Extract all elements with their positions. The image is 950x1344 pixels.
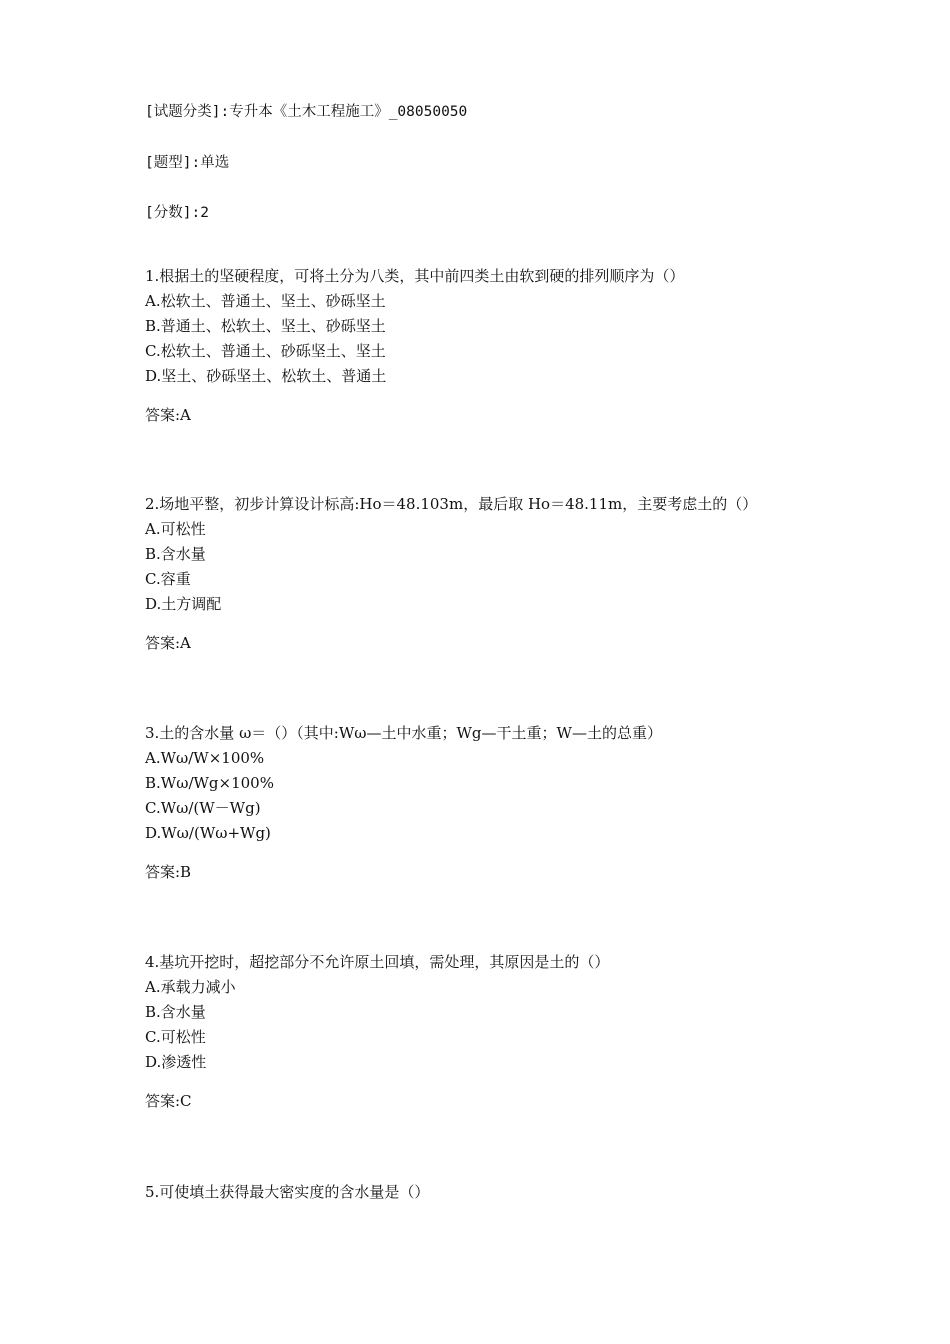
option-d: D.Wω/(Wω+Wg)	[145, 824, 271, 842]
option-d: D.渗透性	[145, 1053, 207, 1071]
option-a: A.松软土、普通土、坚土、砂砾坚土	[145, 292, 386, 310]
question-stem: 2.场地平整，初步计算设计标高:Ho＝48.103m，最后取 Ho＝48.11m，主要考虑土的（）	[145, 495, 758, 513]
option-a: A.可松性	[145, 520, 206, 538]
answer: 答案:B	[145, 863, 192, 881]
option-d: D.坚土、砂砾坚土、松软土、普通土	[145, 367, 387, 385]
question-1	[145, 264, 684, 428]
question-stem: 5.可使填土获得最大密实度的含水量是（）	[145, 1183, 430, 1201]
answer: 答案:A	[145, 634, 191, 652]
question-score: [分数]:2	[145, 205, 209, 221]
question-stem: 1.根据土的坚硬程度，可将土分为八类，其中前四类土由软到硬的排列顺序为（）	[145, 267, 685, 285]
option-b: B.含水量	[145, 545, 206, 563]
question-stem: 4.基坑开挖时，超挖部分不允许原土回填，需处理，其原因是土的（）	[145, 953, 610, 971]
question-type: [题型]:单选	[145, 155, 230, 171]
answer: 答案:A	[145, 406, 191, 424]
option-c: C.可松性	[145, 1028, 206, 1046]
option-a: A.承载力减小	[145, 978, 236, 996]
option-a: A.Wω/W×100%	[145, 749, 265, 767]
question-4	[145, 950, 609, 1114]
option-c: C.Wω/(W－Wg)	[145, 799, 261, 817]
option-b: B.普通土、松软土、坚土、砂砾坚土	[145, 317, 386, 335]
option-b: B.含水量	[145, 1003, 206, 1021]
option-c: C.松软土、普通土、砂砾坚土、坚土	[145, 342, 386, 360]
option-d: D.土方调配	[145, 595, 222, 613]
question-stem: 3.土的含水量 ω＝（）（其中:Wω—土中水重；Wg—干土重；W—土的总重）	[145, 724, 662, 742]
question-5	[145, 1180, 429, 1205]
answer: 答案:C	[145, 1092, 192, 1110]
question-category: [试题分类]:专升本《土木工程施工》_08050050	[145, 104, 468, 120]
question-3	[145, 721, 662, 885]
option-c: C.容重	[145, 570, 191, 588]
question-2	[145, 492, 757, 656]
option-b: B.Wω/Wg×100%	[145, 774, 274, 792]
